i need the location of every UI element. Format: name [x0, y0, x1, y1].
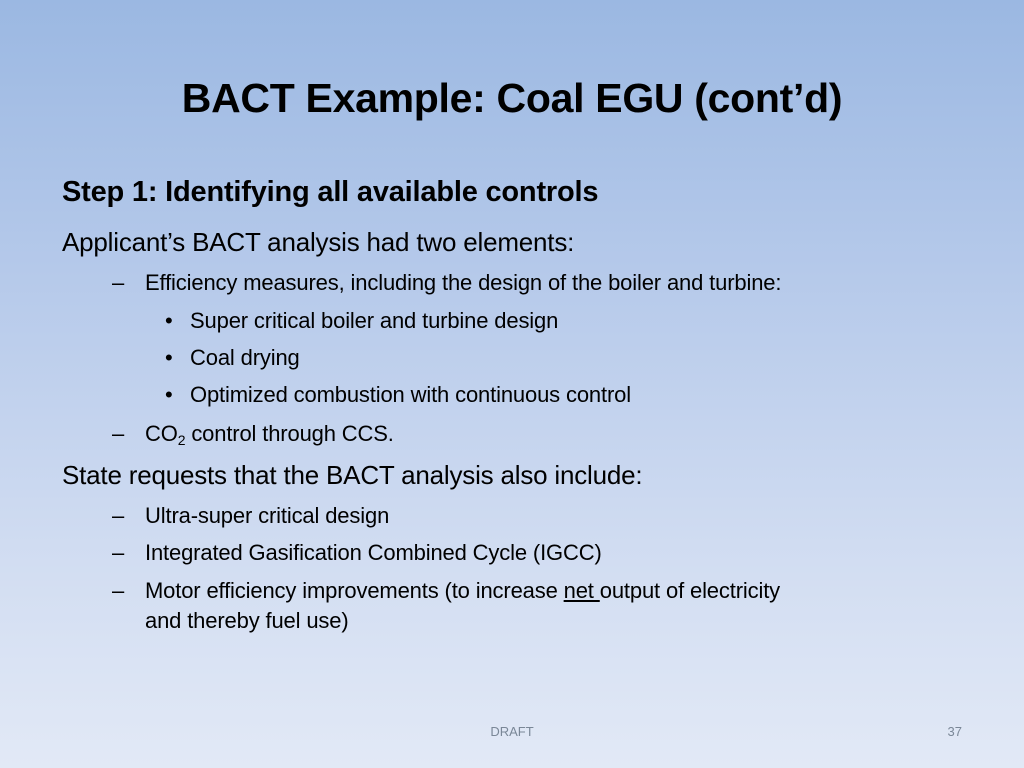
state-item: Ultra-super critical design [145, 503, 390, 528]
state-item: Integrated Gasification Combined Cycle (IGCC) [145, 540, 602, 565]
efficiency-subitem: Super critical boiler and turbine design [190, 308, 559, 333]
motor-text-underlined: net [563, 578, 600, 603]
state-item-motor-continuation: and thereby fuel use) [145, 608, 349, 633]
state-item-motor [145, 578, 780, 604]
efficiency-subitem: Coal drying [190, 345, 300, 370]
dash-marker: – [112, 270, 125, 295]
slide-title: BACT Example: Coal EGU (cont’d) [181, 75, 843, 121]
dash-marker: – [112, 503, 125, 528]
footer-draft-label: DRAFT [490, 724, 534, 739]
applicant-item-efficiency: Efficiency measures, including the design of the boiler and turbine: [145, 270, 782, 295]
co2-prefix: CO [145, 421, 178, 446]
bullet-marker: • [165, 345, 173, 370]
motor-text-after: output of electricity [599, 578, 781, 603]
dash-marker: – [112, 421, 125, 446]
applicant-item-co2 [145, 421, 394, 447]
bullet-marker: • [165, 308, 173, 333]
co2-text: control through CCS. [191, 421, 394, 446]
dash-marker: – [112, 578, 125, 603]
co2-subscript: 2 [177, 432, 186, 448]
motor-text-before: Motor efficiency improvements (to increase [145, 578, 564, 603]
state-heading: State requests that the BACT analysis also include: [62, 460, 643, 490]
efficiency-subitem: Optimized combustion with continuous control [190, 382, 631, 407]
applicant-heading: Applicant’s BACT analysis had two elements: [62, 227, 575, 257]
dash-marker: – [112, 540, 125, 565]
bullet-marker: • [165, 382, 173, 407]
page-number: 37 [947, 724, 962, 739]
step-heading: Step 1: Identifying all available controls [62, 176, 599, 208]
